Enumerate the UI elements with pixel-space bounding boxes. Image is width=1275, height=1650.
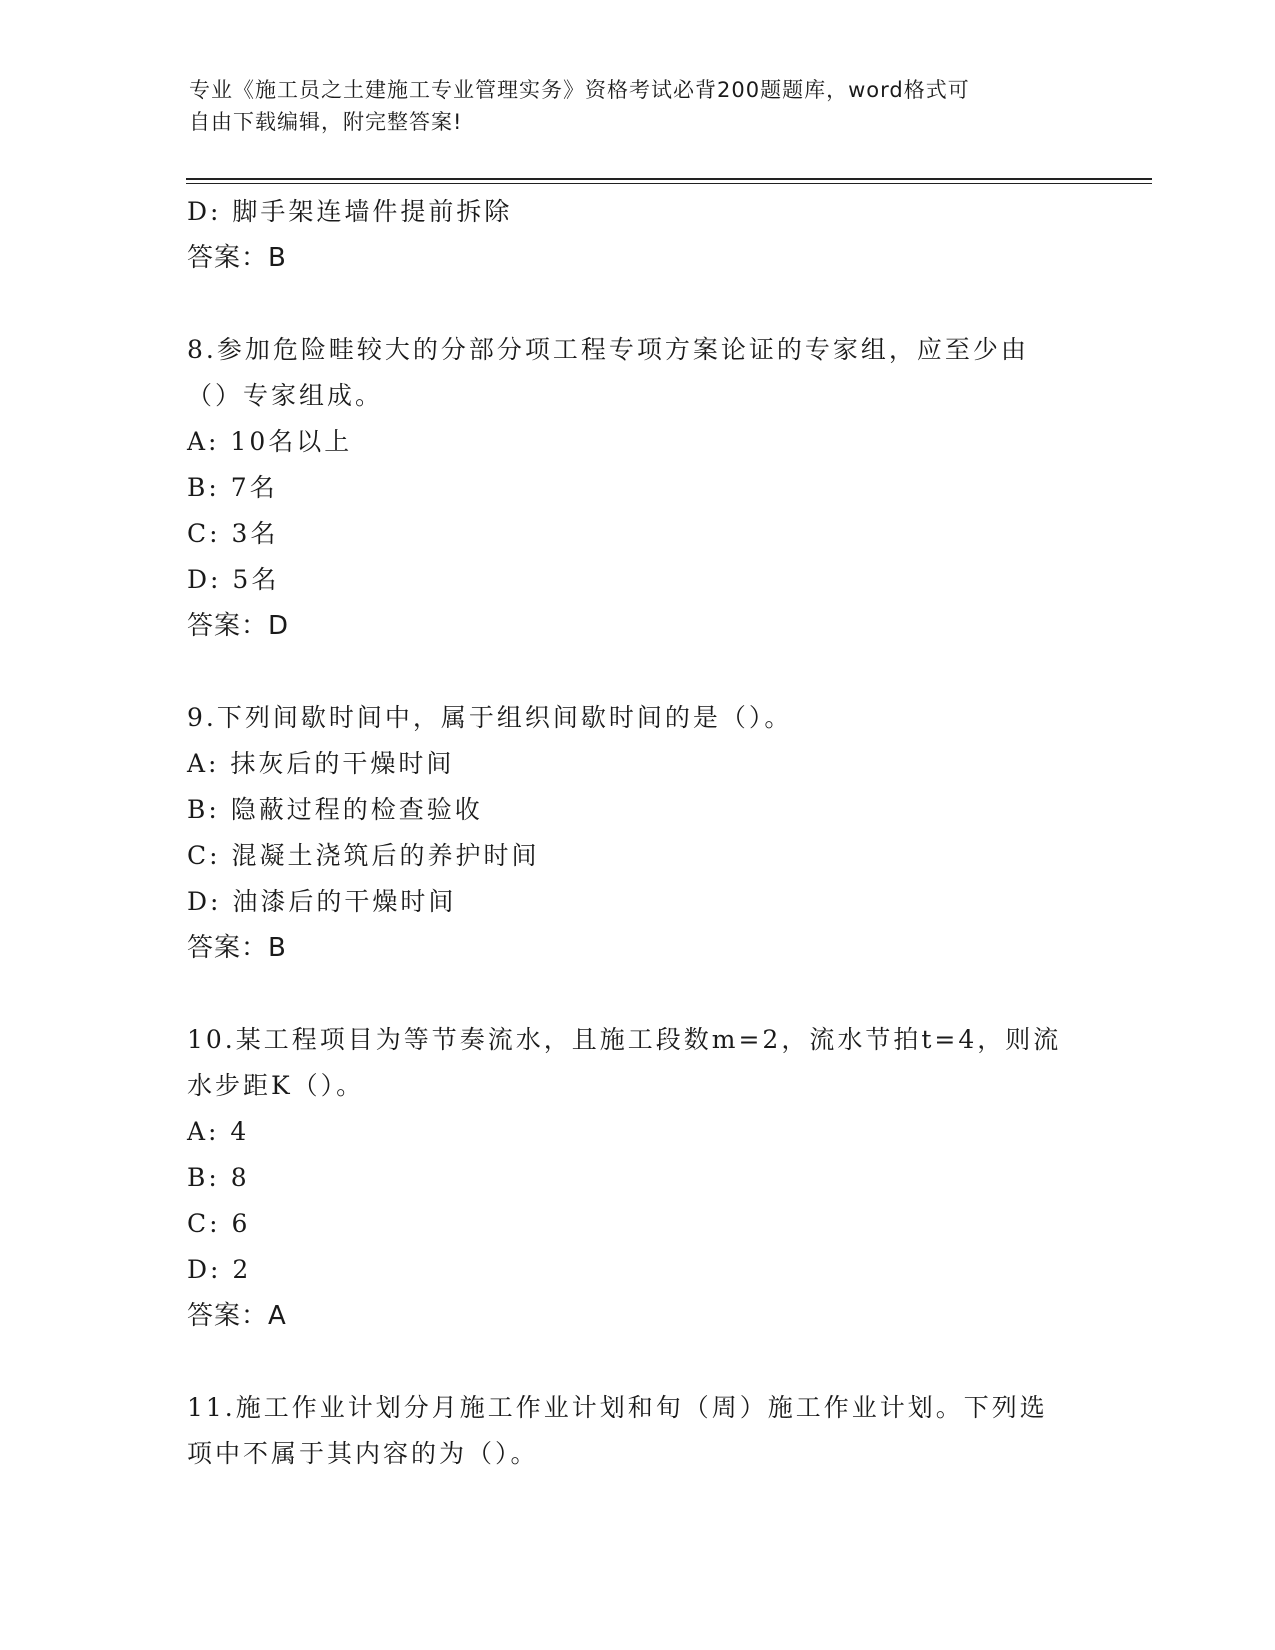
answer-line: 答案：A — [187, 1301, 287, 1331]
option-c: C: 混凝土浇筑后的养护时间 — [187, 841, 540, 870]
header-rule-thick — [186, 178, 1152, 180]
question-stem-line-2: （）专家组成。 — [187, 381, 384, 410]
option-c: C: 6 — [187, 1209, 251, 1238]
option-c: C: 3名 — [187, 519, 279, 548]
spacer — [187, 649, 1087, 695]
question-stem-line-1: 8.参加危险畦较大的分部分项工程专项方案论证的专家组，应至少由 — [187, 335, 1029, 364]
question-stem-line-1: 10.某工程项目为等节奏流水，且施工段数m=2，流水节拍t=4，则流 — [187, 1025, 1062, 1054]
option-d: D: 脚手架连墙件提前拆除 — [187, 197, 513, 226]
header-rule-thin — [186, 183, 1152, 184]
question-list — [187, 189, 1087, 1477]
question-8 — [187, 327, 1087, 649]
option-d: D: 油漆后的干燥时间 — [187, 887, 457, 916]
answer-line: 答案：B — [187, 243, 287, 273]
answer-line: 答案：B — [187, 933, 287, 963]
option-d: D: 5名 — [187, 565, 280, 594]
option-b: B: 隐蔽过程的检查验收 — [187, 795, 483, 824]
option-b: B: 8 — [187, 1163, 250, 1192]
question-11 — [187, 1385, 1087, 1477]
spacer — [187, 281, 1087, 327]
question-9 — [187, 695, 1087, 971]
option-a: A: 10名以上 — [187, 427, 353, 456]
document-header — [189, 74, 1069, 138]
answer-line: 答案：D — [187, 611, 290, 641]
question-stem-line-2: 水步距K（）。 — [187, 1071, 365, 1100]
option-b: B: 7名 — [187, 473, 278, 502]
header-title-line-1: 专业《施工员之土建施工专业管理实务》资格考试必背200题题库，word格式可 — [189, 78, 970, 102]
question-stem-line-1: 9.下列间歇时间中，属于组织间歇时间的是（）。 — [187, 703, 793, 732]
previous-question-tail — [187, 189, 1087, 281]
spacer — [187, 1339, 1087, 1385]
question-stem-line-2: 项中不属于其内容的为（）。 — [187, 1439, 539, 1468]
option-a: A: 4 — [187, 1117, 250, 1146]
question-stem-line-1: 11.施工作业计划分月施工作业计划和旬（周）施工作业计划。下列选 — [187, 1393, 1048, 1422]
option-d: D: 2 — [187, 1255, 252, 1284]
option-a: A: 抹灰后的干燥时间 — [187, 749, 455, 778]
question-10 — [187, 1017, 1087, 1339]
header-title-line-2: 自由下载编辑，附完整答案! — [189, 110, 463, 134]
spacer — [187, 971, 1087, 1017]
